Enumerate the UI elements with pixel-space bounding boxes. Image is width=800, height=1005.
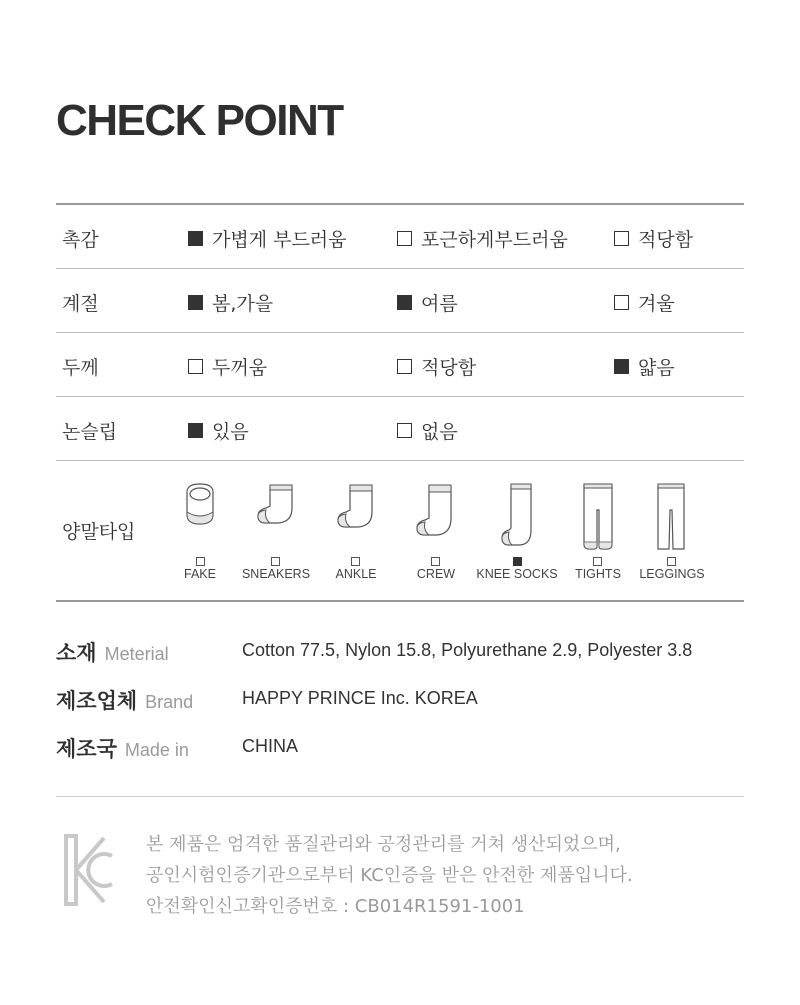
checked-box-icon (188, 295, 203, 310)
row-divider (56, 332, 744, 333)
origin-value: CHINA (242, 736, 299, 756)
sock-type-label: LEGGINGS (639, 567, 705, 581)
sock-type-tights-checkbox (593, 557, 602, 566)
option-moderate-texture (614, 225, 693, 252)
table-top-border (56, 203, 744, 205)
option-spring-fall (188, 289, 273, 316)
sock-type-sneakers-checkbox (271, 557, 280, 566)
knee-sock-icon (501, 482, 535, 548)
section-divider (56, 796, 744, 797)
option-thick (188, 353, 267, 380)
material-label: 소재 Meterial (56, 641, 169, 665)
row-label-sock-type: 양말타입 (62, 521, 136, 543)
option-label: 가볍게 부드러움 (212, 229, 347, 251)
row-divider (56, 396, 744, 397)
sock-type-label: FAKE (184, 567, 216, 581)
option-thin (614, 353, 675, 380)
table-bottom-border (56, 600, 744, 602)
option-label: 얇음 (638, 357, 675, 379)
notice-line-3: 안전확인신고확인증번호 : CB014R1591-1001 (146, 896, 525, 917)
row-label-nonslip: 논슬립 (62, 421, 118, 443)
option-cozy-soft (397, 225, 568, 252)
option-light-soft (188, 225, 347, 252)
sock-type-crew-checkbox (431, 557, 440, 566)
option-moderate-thickness (397, 353, 476, 380)
sock-type-fake-checkbox (196, 557, 205, 566)
origin-label: 제조국 Made in (56, 737, 189, 761)
option-label: 여름 (421, 293, 458, 315)
sneakers-sock-icon (256, 482, 296, 526)
option-label: 포근하게부드러움 (421, 229, 568, 251)
sock-type-label: KNEE SOCKS (476, 567, 558, 581)
option-nonslip-yes (188, 417, 249, 444)
option-label: 없음 (421, 421, 458, 443)
option-nonslip-no (397, 417, 458, 444)
fake-sock-icon (184, 482, 216, 526)
unchecked-box-icon (188, 359, 203, 374)
checked-box-icon (188, 231, 203, 246)
option-label: 두꺼움 (212, 357, 268, 379)
row-divider (56, 460, 744, 461)
checked-box-icon (397, 295, 412, 310)
unchecked-box-icon (397, 359, 412, 374)
crew-sock-icon (415, 482, 455, 538)
sock-type-label: CREW (416, 567, 456, 581)
option-label: 적당함 (421, 357, 477, 379)
row-label-thickness: 두께 (62, 357, 99, 379)
checked-box-icon (614, 359, 629, 374)
leggings-icon (656, 482, 686, 552)
option-winter (614, 289, 675, 316)
checked-box-icon (188, 423, 203, 438)
option-label: 겨울 (638, 293, 675, 315)
material-value: Cotton 77.5, Nylon 15.8, Polyurethane 2.9, Polyester 3.8 (242, 640, 693, 660)
page-title: CHECK POINT (56, 96, 343, 145)
unchecked-box-icon (397, 231, 412, 246)
sock-type-label: SNEAKERS (241, 567, 311, 581)
ankle-sock-icon (336, 482, 376, 530)
tights-icon (582, 482, 614, 552)
notice-line-2: 공인시험인증기관으로부터 KC인증을 받은 안전한 제품입니다. (146, 865, 633, 886)
notice-line-1: 본 제품은 엄격한 품질관리와 공정관리를 거쳐 생산되었으며, (146, 834, 621, 855)
row-label-texture: 촉감 (62, 229, 99, 251)
unchecked-box-icon (397, 423, 412, 438)
option-summer (397, 289, 458, 316)
sock-type-leggings-checkbox (667, 557, 676, 566)
sock-type-ankle-checkbox (351, 557, 360, 566)
option-label: 봄,가을 (212, 293, 274, 315)
brand-value: HAPPY PRINCE Inc. KOREA (242, 688, 478, 708)
unchecked-box-icon (614, 231, 629, 246)
kc-certification-icon (64, 832, 116, 908)
sock-type-knee-checkbox (513, 557, 522, 566)
brand-label: 제조업체 Brand (56, 689, 194, 713)
row-label-season: 계절 (62, 293, 99, 315)
sock-type-label: TIGHTS (575, 567, 621, 581)
row-divider (56, 268, 744, 269)
sock-type-label: ANKLE (335, 567, 377, 581)
option-label: 적당함 (638, 229, 694, 251)
unchecked-box-icon (614, 295, 629, 310)
option-label: 있음 (212, 421, 249, 443)
